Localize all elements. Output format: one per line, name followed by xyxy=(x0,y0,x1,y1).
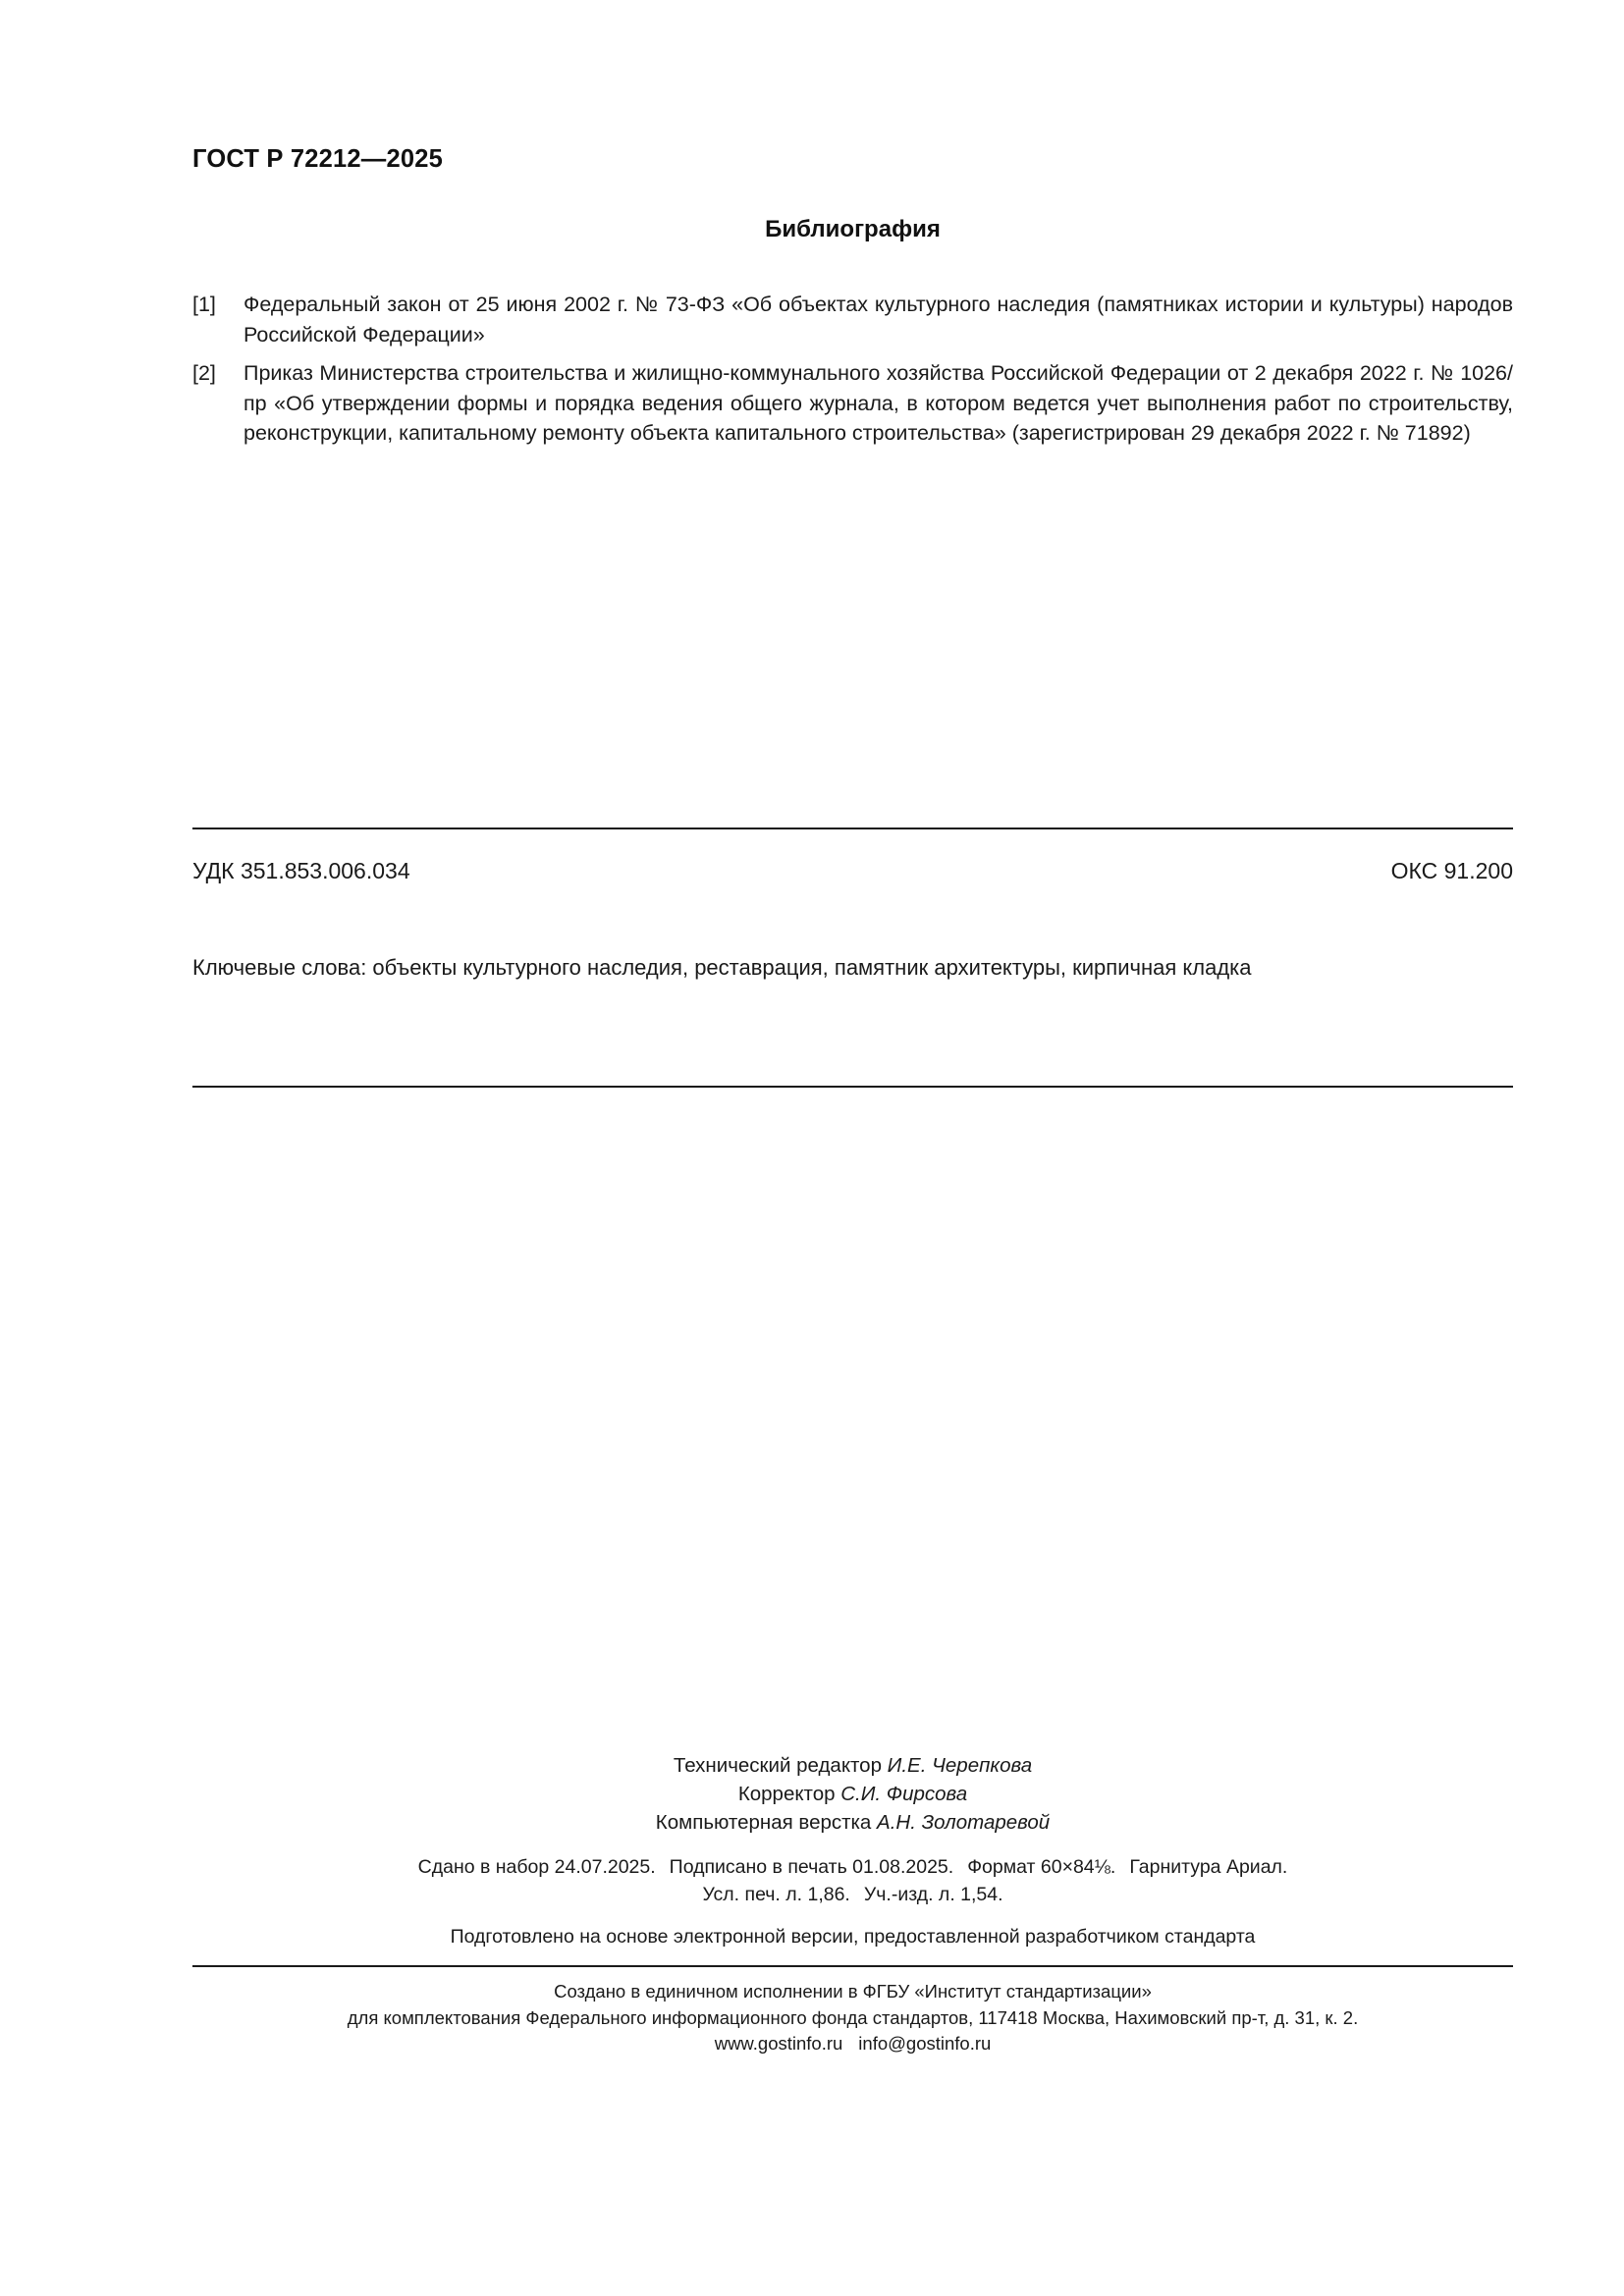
email-link[interactable]: info@gostinfo.ru xyxy=(858,2033,992,2054)
oks-code: ОКС 91.200 xyxy=(1390,858,1513,883)
keywords-paragraph: Ключевые слова: объекты культурного наследия, реставрация, памятник архитектуры, кирпичная кладка xyxy=(192,955,1252,980)
paper-format: Формат 60×84⅛. xyxy=(967,1856,1116,1878)
footer-line-1: Создано в единичном исполнении в ФГБУ «Институт стандартизации» xyxy=(554,1981,1152,2002)
divider-below-keywords xyxy=(192,1086,1513,1088)
print-data-line-1 xyxy=(192,1853,1513,1881)
print-production-data xyxy=(192,1853,1513,1908)
typeface: Гарнитура Ариал. xyxy=(1129,1856,1288,1878)
prepared-from-note: Подготовлено на основе электронной версии, предоставленной разработчиком стандарта xyxy=(450,1926,1256,1948)
technical-editor-line xyxy=(192,1751,1513,1780)
typeset-date: Сдано в набор 24.07.2025. xyxy=(417,1856,656,1878)
running-header: ГОСТ Р 72212—2025 xyxy=(192,145,444,173)
proofreader-name: С.И. Фирсова xyxy=(840,1783,968,1805)
udk-code: УДК 351.853.006.034 xyxy=(192,858,410,883)
list-item xyxy=(192,358,1513,449)
conventional-sheets: Усл. печ. л. 1,86. xyxy=(702,1884,850,1905)
layout-designer-label: Компьютерная верстка xyxy=(655,1811,878,1834)
technical-editor-label: Технический редактор xyxy=(673,1754,888,1777)
divider-above-codes xyxy=(192,828,1513,829)
page-title: Библиография xyxy=(765,216,941,242)
bibliography-entry-text: Приказ Министерства строительства и жилищно-коммунального хозяйства Российской Федерации от 2 декабря 2022 г. № 1026/пр «Об утверждении формы и порядка ведения общего журнала, в котором ведется учет выполнения работ по строительству, реконструкции, капитальному ремонту объекта капитального строительства» (зарегистрирован 29 декабря 2022 г. № 71892) xyxy=(244,361,1513,445)
proofreader-line xyxy=(192,1780,1513,1808)
bibliography-marker: [1] xyxy=(192,293,216,316)
bibliography-entry-text: Федеральный закон от 25 июня 2002 г. № 73-ФЗ «Об объектах культурного наследия (памятниках истории и культуры) народов Российской Федерации» xyxy=(244,293,1513,347)
list-item xyxy=(192,290,1513,349)
layout-designer-line xyxy=(192,1808,1513,1837)
bibliography-list xyxy=(192,290,1513,457)
print-sign-date: Подписано в печать 01.08.2025. xyxy=(669,1856,954,1878)
imprint-block xyxy=(192,1751,1513,1837)
classification-codes-row xyxy=(192,858,1513,884)
footer-line-2: для комплектования Федерального информационного фонда стандартов, 117418 Москва, Нахимовский пр-т, д. 31, к. 2. xyxy=(347,2006,1359,2028)
bibliography-marker: [2] xyxy=(192,361,216,385)
footer-contacts xyxy=(192,2031,1513,2057)
technical-editor-name: И.Е. Черепкова xyxy=(887,1754,1033,1777)
footer-block xyxy=(192,1979,1513,2057)
publisher-sheets: Уч.-изд. л. 1,54. xyxy=(863,1884,1003,1905)
divider-above-footer xyxy=(192,1965,1513,1967)
print-data-line-2 xyxy=(192,1881,1513,1908)
proofreader-label: Корректор xyxy=(737,1783,841,1805)
website-link[interactable]: www.gostinfo.ru xyxy=(714,2033,843,2054)
layout-designer-name: А.Н. Золотаревой xyxy=(877,1811,1051,1834)
